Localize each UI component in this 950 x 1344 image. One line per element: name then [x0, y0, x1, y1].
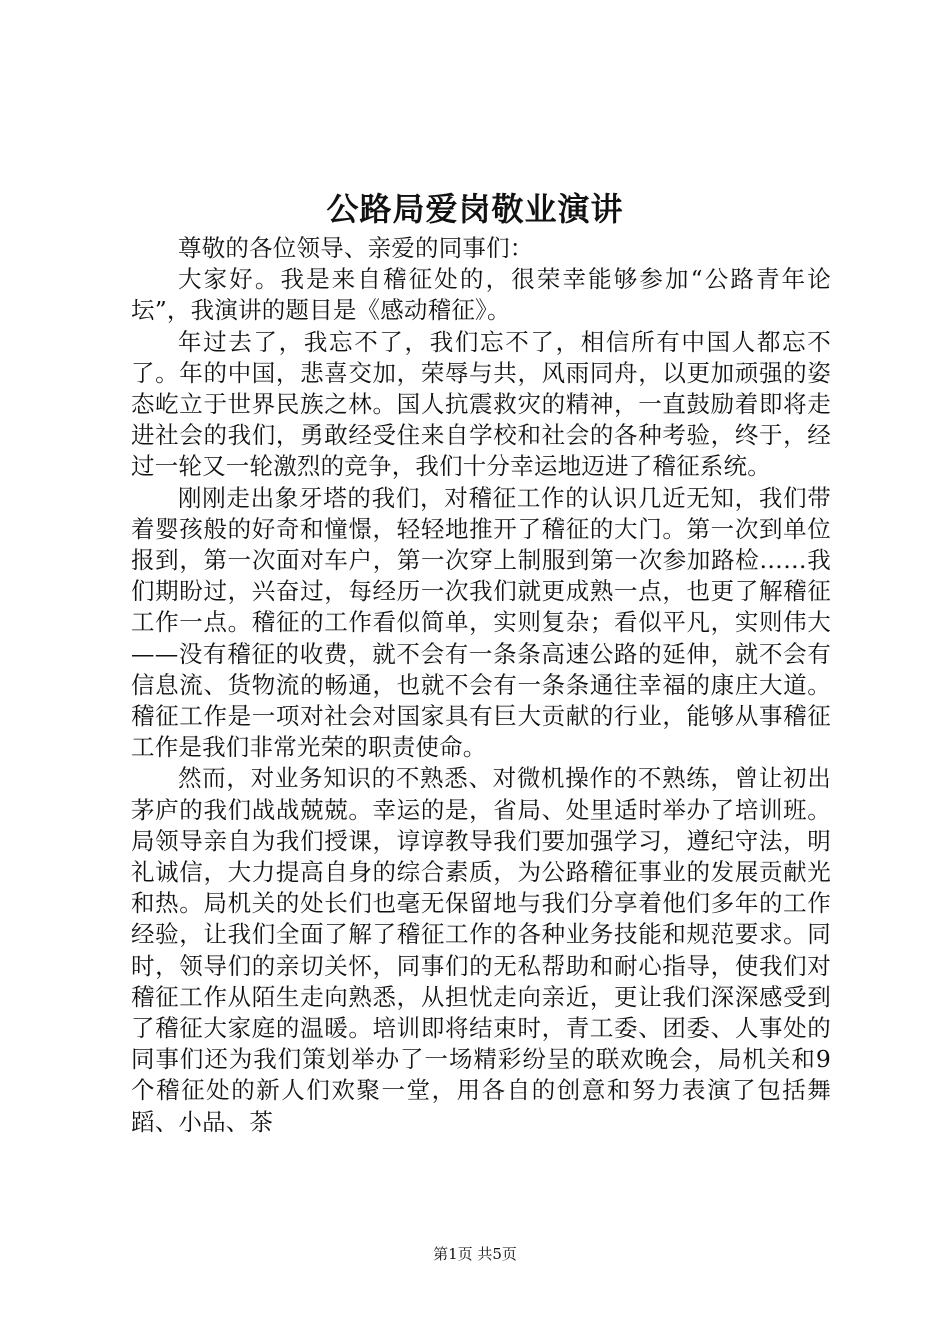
- document-title: 公路局爱岗敬业演讲: [326, 190, 624, 228]
- paragraph-intro: 大家好。我是来自稽征处的，很荣幸能够参加“公路青年论坛”，我演讲的题目是《感动稽征》。: [131, 265, 831, 325]
- paragraph-greeting: 尊敬的各位领导、亲爱的同事们：: [178, 234, 534, 262]
- document-body: [131, 233, 831, 1138]
- paragraph: 年过去了，我忘不了，我们忘不了，相信所有中国人都忘不了。年的中国，悲喜交加，荣辱与共，风雨同舟，以更加顽强的姿态屹立于世界民族之林。国人抗震救灾的精神，一直鼓励着即将走进社会的我们，勇敢经受住来自学校和社会的各种考验，终于，经过一轮又一轮激烈的竞争，我们十分幸运地迈进了稽征系统。: [131, 327, 831, 481]
- paragraph: 然而，对业务知识的不熟悉、对微机操作的不熟练，曾让初出茅庐的我们战战兢兢。幸运的是，省局、处里适时举办了培训班。局领导亲自为我们授课，谆谆教导我们要加强学习，遵纪守法，明礼诚信，大力提高自身的综合素质，为公路稽征事业的发展贡献光和热。局机关的处长们也毫无保留地与我们分享着他们多年的工作经验，让我们全面了解了稽征工作的各种业务技能和规范要求。同时，领导们的亲切关怀，同事们的无私帮助和耐心指导，使我们对稽征工作从陌生走向熟悉，从担忧走向亲近，更让我们深深感受到了稽征大家庭的温暖。培训即将结束时，青工委、团委、人事处的同事们还为我们策划举办了一场精彩纷呈的联欢晚会，局机关和9个稽征处的新人们欢聚一堂，用各自的创意和努力表演了包括舞蹈、小品、茶: [131, 764, 831, 1136]
- page-number-footer: 第1页 共5页: [433, 1245, 517, 1263]
- paragraph: 刚刚走出象牙塔的我们，对稽征工作的认识几近无知，我们带着婴孩般的好奇和憧憬，轻轻地推开了稽征的大门。第一次到单位报到，第一次面对车户，第一次穿上制服到第一次参加路检……我们期盼过，兴奋过，每经历一次我们就更成熟一点，也更了解稽征工作一点。稽征的工作看似简单，实则复杂；看似平凡，实则伟大——没有稽征的收费，就不会有一条条高速公路的延伸，就不会有信息流、货物流的畅通，也就不会有一条条通往幸福的康庄大道。稽征工作是一项对社会对国家具有巨大贡献的行业，能够从事稽征工作是我们非常光荣的职责使命。: [131, 483, 831, 762]
